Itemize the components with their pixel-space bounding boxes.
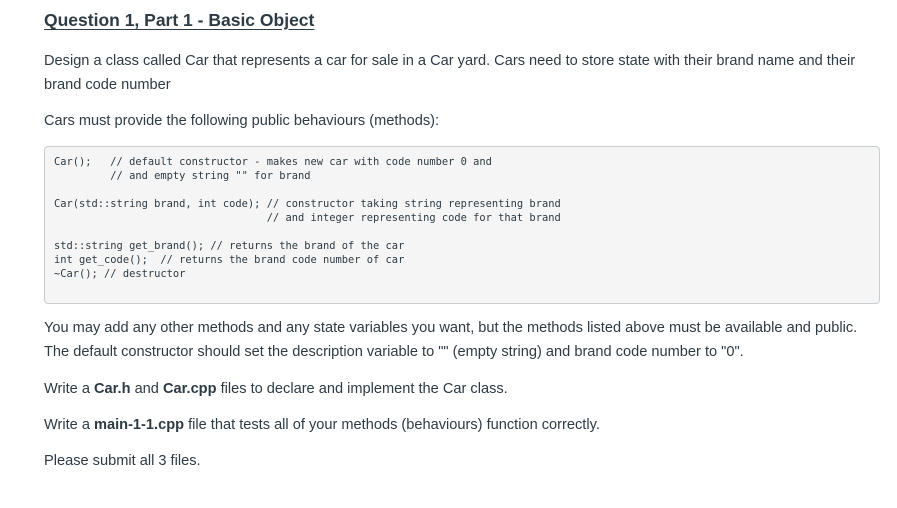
write-files-prefix: Write a [44, 381, 95, 397]
code-blank-line [54, 183, 870, 197]
submit-instruction: Please submit all 3 files. [44, 453, 201, 469]
code-line: // and integer representing code for that brand [54, 212, 561, 224]
extra-requirements-paragraph: You may add any other methods and any state variables you want, but the methods listed above must be available and public. The default constructor should set the description variable to "" (empty string) and brand code number to "0". [44, 320, 858, 360]
code-block [44, 146, 880, 304]
code-line: // and empty string "" for brand [54, 170, 311, 182]
code-line: ~Car(); // destructor [54, 268, 186, 280]
write-main-prefix: Write a [44, 417, 95, 433]
code-line: Car(std::string brand, int code); // constructor taking string representing brand [54, 198, 561, 210]
write-files-suffix: files to declare and implement the Car class. [216, 381, 508, 397]
main-file-name: main-1-1.cpp [94, 417, 185, 433]
code-blank-line [54, 225, 870, 239]
code-listing [54, 155, 870, 281]
code-line: int get_code(); // returns the brand code number of car [54, 254, 405, 266]
header-file-name: Car.h [94, 381, 131, 397]
intro-paragraph: Design a class called Car that represents a car for sale in a Car yard. Cars need to store state with their brand name and their brand code number [44, 53, 856, 93]
write-files-paragraph [44, 377, 508, 401]
code-line: Car(); // default constructor - makes new car with code number 0 and [54, 156, 492, 168]
question-title: Question 1, Part 1 - Basic Object [44, 10, 315, 30]
code-line: std::string get_brand(); // returns the brand of the car [54, 240, 405, 252]
write-main-paragraph [44, 413, 600, 437]
write-main-suffix: file that tests all of your methods (behaviours) function correctly. [184, 417, 600, 433]
methods-intro-paragraph: Cars must provide the following public behaviours (methods): [44, 113, 440, 129]
source-file-name: Car.cpp [162, 381, 217, 397]
write-files-and: and [130, 381, 163, 397]
